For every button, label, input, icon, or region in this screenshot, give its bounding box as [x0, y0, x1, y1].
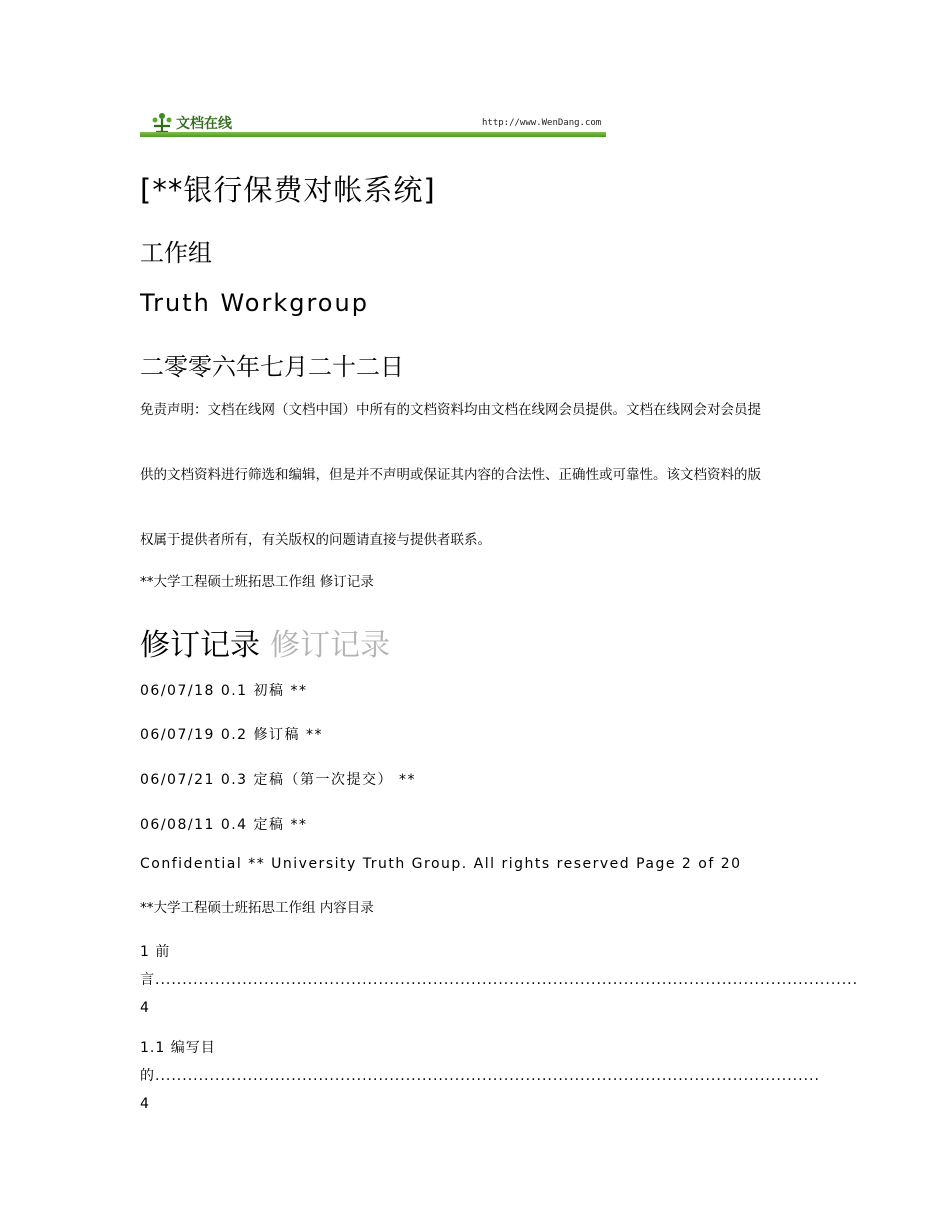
running-header-toc: **大学工程硕士班拓思工作组 内容目录 [140, 900, 374, 916]
workgroup-en: Truth Workgroup [140, 289, 369, 317]
document-date: 二零零六年七月二十二日 [140, 353, 404, 381]
toc-entry[interactable]: 1 前言................................................................................................................................. 4 [140, 944, 859, 1016]
banner-rule [140, 132, 606, 137]
toc-entry[interactable] [140, 1034, 820, 1118]
logo-icon [150, 112, 174, 134]
revision-entry: 06/07/19 0.2 修订稿 ** [140, 727, 323, 743]
disclaimer-paragraph-3: 权属于提供者所有，有关版权的问题请直接与提供者联系。 [140, 532, 491, 548]
disclaimer-paragraph-1: 免责声明：文档在线网（文档中国）中所有的文档资料均由文档在线网会员提供。文档在线网会对会员提 [140, 402, 761, 418]
logo-text: 文档在线 [176, 116, 232, 132]
workgroup-cn: 工作组 [140, 239, 212, 267]
logo-url[interactable]: http://www.WenDang.com [482, 118, 602, 128]
revision-heading-ghost: 修订记录 [270, 628, 390, 663]
header-banner [140, 108, 606, 138]
document-title: [**银行保费对帐系统] [140, 173, 436, 207]
revision-entry: 06/07/18 0.1 初稿 ** [140, 683, 308, 699]
revision-heading-text: 修订记录 [140, 628, 260, 663]
toc-entry-dots: .......................................................................................................................... [155, 1068, 820, 1084]
revision-heading [140, 620, 390, 664]
toc-entry-page: 4 [140, 1096, 150, 1112]
revision-entry: 06/07/21 0.3 定稿（第一次提交） ** [140, 772, 416, 788]
revision-entry: 06/08/11 0.4 定稿 ** [140, 817, 308, 833]
running-header-revision: **大学工程硕士班拓思工作组 修订记录 [140, 574, 374, 590]
disclaimer-paragraph-2: 供的文档资料进行筛选和编辑，但是并不声明或保证其内容的合法性、正确性或可靠性。该文档资料的版 [140, 467, 761, 483]
toc-entry-label: 1.1 编写目的 [140, 1040, 216, 1084]
page-footer: Confidential ** University Truth Group. All rights reserved Page 2 of 20 [140, 856, 742, 872]
